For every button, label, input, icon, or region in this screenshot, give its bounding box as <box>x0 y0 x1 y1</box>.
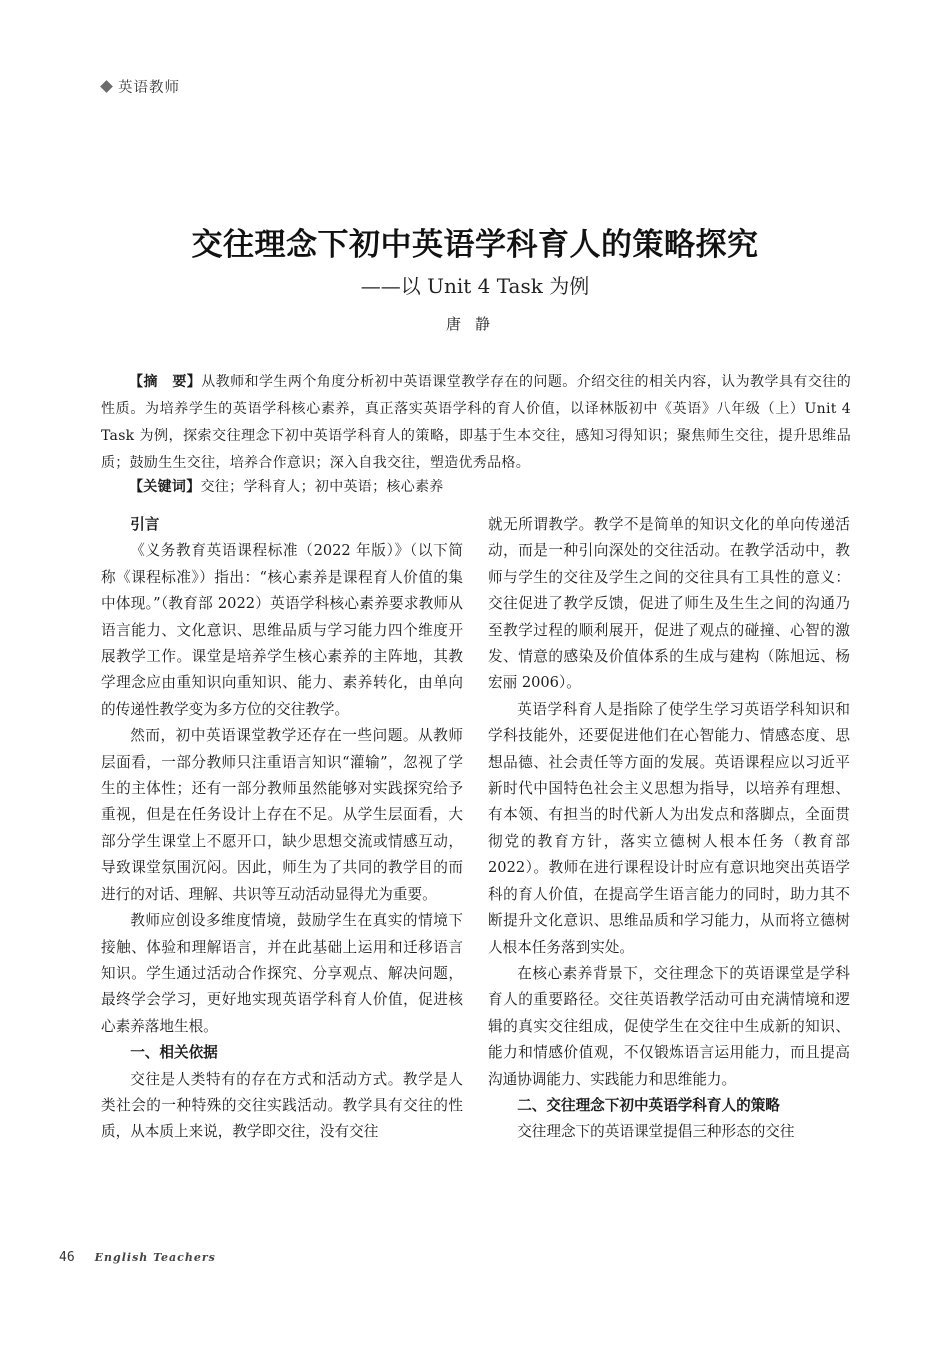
body-paragraph: 在核心素养背景下，交往理念下的英语课堂是学科育人的重要路径。交往英语教学活动可由充满情境和逻辑的真实交往组成，促使学生在交往中生成新的知识、能力和情感价值观，不仅锻炼语言运用能力，而且提高沟通协调能力、实践能力和思维能力。 <box>488 964 850 1088</box>
abstract <box>101 369 851 477</box>
diamond-icon <box>100 80 113 93</box>
body-paragraph: 然而，初中英语课堂教学还存在一些问题。从教师层面看，一部分教师只注重语言知识“灌输”，忽视了学生的主体性；还有一部分教师虽然能够对实践探究给予重视，但是在任务设计上存在不足。从学生层面看，大部分学生课堂上不愿开口，缺少思想交流或情感互动，导致课堂氛围沉闷。因此，师生为了共同的教学目的而进行的对话、理解、共识等互动活动显得尤为重要。 <box>101 727 463 903</box>
abstract-text: 从教师和学生两个角度分析初中英语课堂教学存在的问题。介绍交往的相关内容，认为教学具有交往的性质。为培养学生的英语学科核心素养，真正落实英语学科的育人价值，以译林版初中《英语》八年级（上）Unit 4 Task 为例，探索交往理念下初中英语学科育人的策略，即基于生本交往，感知习得知识；聚焦师生交往，提升思维品质；鼓励生生交往，培养合作意识；深入自我交往，塑造优秀品格。 <box>101 374 852 471</box>
section-heading-2: 二、交往理念下初中英语学科育人的策略 <box>517 1096 780 1114</box>
body-paragraph: 英语学科育人是指除了使学生学习英语学科知识和学科技能外，还要促进他们在心智能力、情感态度、思想品德、社会责任等方面的发展。英语课程应以习近平新时代中国特色社会主义思想为指导，以培养有理想、有本领、有担当的时代新人为出发点和落脚点，全面贯彻党的教育方针，落实立德树人根本任务（教育部 2022）。教师在进行课程设计时应有意识地突出英语学科的育人价值，在提高学生语言能力的同时，助力其不断提升文化意识、思维品质和学习能力，从而将立德树人根本任务落到实处。 <box>488 700 850 956</box>
article-author: 唐静 <box>445 315 504 333</box>
abstract-paragraph <box>101 369 851 477</box>
article-subtitle: ——以 Unit 4 Task 为例 <box>360 274 590 298</box>
body-paragraph: 教师应创设多维度情境，鼓励学生在真实的情境下接触、体验和理解语言，并在此基础上运用和迁移语言知识。学生通过活动合作探究、分享观点、解决问题，最终学会学习，更好地实现英语学科育人价值，促进核心素养落地生根。 <box>101 912 463 1035</box>
abstract-label: 【摘 要】 <box>129 374 202 390</box>
journal-english-name: English Teachers <box>94 1251 216 1264</box>
keywords-label: 【关键词】 <box>129 479 201 495</box>
running-header <box>101 76 180 97</box>
keywords <box>129 474 444 501</box>
page-footer <box>59 1250 216 1265</box>
article-title: 交往理念下初中英语学科育人的策略探究 <box>191 227 759 263</box>
body-paragraph: 《义务教育英语课程标准（2022 年版）》（以下简称《课程标准》）指出：“核心素养是课程育人价值的集中体现。”（教育部 2022）英语学科核心素养要求教师从语言能力、文化意识、思维品质与学习能力四个维度开展教学工作。课堂是培养学生核心素养的主阵地，其教学理念应由重知识向重知识、能力、素养转化，由单向的传递性教学变为多方位的交往教学。 <box>101 542 463 718</box>
body-column-left <box>101 512 463 1146</box>
body-paragraph: 交往理念下的英语课堂提倡三种形态的交往 <box>517 1123 795 1141</box>
section-heading-intro: 引言 <box>130 516 160 533</box>
journal-name: 英语教师 <box>118 80 180 96</box>
page-number: 46 <box>59 1250 75 1265</box>
body-paragraph: 交往是人类特有的存在方式和活动方式。教学是人类社会的一种特殊的交往实践活动。教学具有交往的性质，从本质上来说，教学即交往，没有交往 <box>101 1070 463 1141</box>
body-column-right <box>488 512 850 1146</box>
keywords-text: 交往；学科育人；初中英语；核心素养 <box>200 479 444 495</box>
body-paragraph-continued: 就无所谓教学。教学不是简单的知识文化的单向传递活动，而是一种引向深处的交往活动。在教学活动中，教师与学生的交往及学生之间的交往具有工具性的意义：交往促进了教学反馈，促进了师生及生生之间的沟通乃至教学过程的顺利展开，促进了观点的碰撞、心智的激发、情意的感染及价值体系的生成与建构（陈旭远、杨宏丽 2006）。 <box>488 516 850 692</box>
section-heading-1: 一、相关依据 <box>130 1044 218 1062</box>
